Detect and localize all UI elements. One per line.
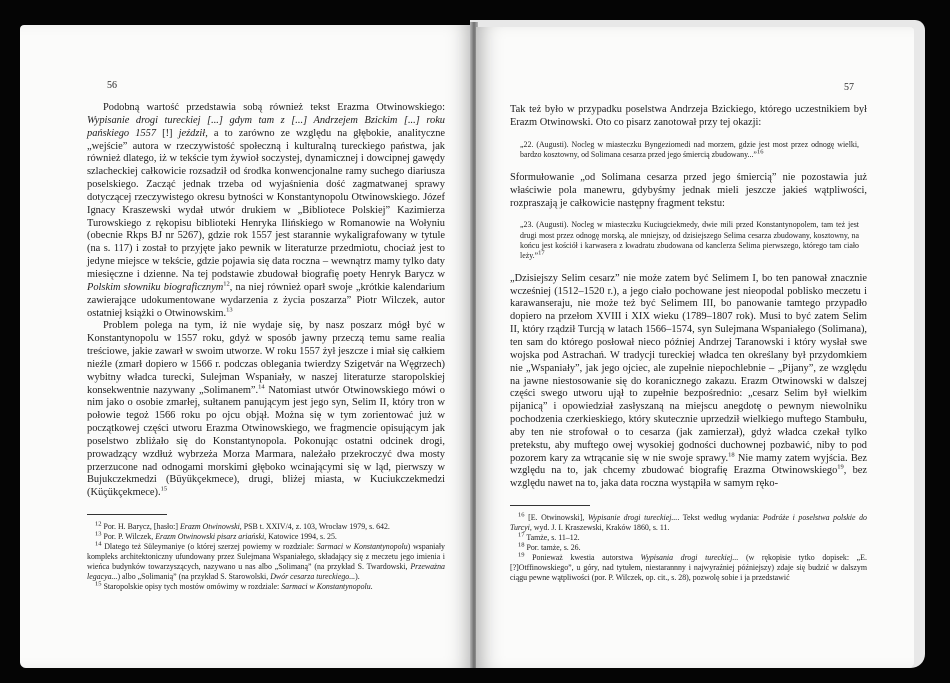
footnote-19 [510, 553, 867, 583]
text-run: [E. Otwinowski], [524, 513, 588, 523]
footnote-number: 16 [518, 511, 525, 519]
text-run: , bez względu nawet na to, jaka data roczna wystąpiła w samym ręko- [510, 465, 867, 490]
footnote-number: 13 [95, 530, 102, 538]
text-run: „23. (Augusti). Nocleg w miasteczku Kuciugciekmedy, dwie mili przed Konstantynopolem, tam też jest drugi most przez odnogę morską, ale mniejszy, od dzisiejszego Selima cesarza zbudowany, kosztowny, na końcu jest kościół i karwasera z kwadratu zbudowana od kanclerza Selima pierwszego, którego tam ciało leży.” [520, 220, 859, 260]
page-number-left: 56 [107, 80, 117, 91]
footnote-18 [510, 543, 867, 553]
footnote-ref[interactable]: 16 [756, 148, 764, 156]
left-page-body [87, 102, 445, 592]
text-run: Dlatego też Süleymaniye (o której szerzej powiemy w rozdziale: [101, 541, 317, 551]
text-run-italic: Erazm Otwinowski pisarz ariański [155, 532, 265, 542]
text-run: . [370, 581, 373, 591]
block-quote-2 [520, 220, 859, 260]
text-run: Nie mamy zatem wyjścia. Bez względu na to, jak chcemy zbudować biografię Erazma Otwinowskiego [510, 452, 867, 477]
text-run-italic: Polskim słowniku biograficznym [87, 281, 224, 293]
footnote-number: 18 [518, 541, 525, 549]
text-run: ) wspaniały kompleks architektoniczny ufundowany przez Sulejmana Wspaniałego, składający się z meczetu jego imienia i wieńca budynków towarzyszących, nazywano u nas albo „Solimaną” (na przykład S. Twardowski, [87, 541, 445, 571]
text-run: Por. tamże, s. 26. [524, 542, 581, 552]
footnote-ref[interactable]: 19 [837, 463, 844, 471]
footnote-divider [510, 505, 590, 506]
footnote-17 [510, 533, 867, 543]
text-run: Ponieważ kwestia autorstwa [524, 552, 641, 562]
text-run: (w rękopisie tytko dopisek: „E. [?]Otffinowskiego”, u góry, nad tytułem, niestarannny i najwyraźniej późniejszy) zdaje się budzić w dalszym ciągu pewne wątpliwości (por. P. Wilczek, op. cit., s. 28), pozwolę sobie i ja przedstawić [510, 552, 867, 582]
text-run-italic: Sarmaci w Konstantynopolu [281, 581, 371, 591]
left-paragraph-2 [87, 320, 445, 500]
footnote-12 [87, 522, 445, 532]
text-run-italic: Wypisanie drogi tureckiej... [587, 513, 678, 523]
right-page-body [510, 104, 867, 582]
right-middle-paragraph: Sformułowanie „od Solimana cesarza przed jego śmiercią” nie pozostawia już właściwie pola manewru, gdybyśmy jednak mieli jeszcze jakieś wątpliwości, rozpraszają je całkowicie następny fragment tekstu: [510, 171, 867, 209]
footnote-divider [87, 514, 167, 515]
right-main-paragraph [510, 273, 867, 491]
text-run: [!] [156, 127, 179, 139]
text-run: „22. (Augusti). Nocleg w miasteczku Byngeziomedi nad morzem, gdzie jest most przez odnogę wielki, bardzo kosztowny, od Solimana cesarza przed jego śmiercią zbudowany...” [520, 139, 859, 159]
footnote-ref[interactable]: 14 [258, 383, 265, 391]
text-run-italic: Sarmaci w Konstantynopolu [316, 541, 408, 551]
footnote-15 [87, 579, 445, 592]
left-paragraph-1 [87, 102, 445, 320]
footnote-16 [510, 513, 867, 533]
text-run: ) albo „Solimanią” (na przykład S. Starowolski, [117, 571, 271, 581]
footnote-number: 12 [95, 520, 102, 528]
text-run-italic: Podróże i poselstwa polskie do Turcyi [510, 513, 867, 533]
text-run-italic: Wypisanie drogi tureckiej [...] gdym tam z [...] Andrzejem Bzickim [...] roku pańskiego 1557 [87, 114, 445, 139]
block-quote-1 [520, 140, 859, 160]
text-run: Tamże, s. 11–12. [524, 532, 580, 542]
text-run: , wyd. J. I. Kraszewski, Kraków 1860, s. 11. [529, 523, 670, 533]
text-run-italic: Dwór cesarza tureckiego... [270, 571, 356, 581]
footnote-13 [87, 532, 445, 542]
text-run: , na niej również oparł swoje „krótkie kalendarium zawierające udokumentowane wydarzenia z życia poszarza” Piotr Wilczek, autor ostatniej książki o Otwinowskim. [87, 281, 445, 319]
text-run: , a to zarówno ze względu na głębokie, analityczne „wejście” autora w rzeczywistość społeczną i kulturalną tureckiego państwa, jak również dlatego, iż w tekście tym żywioł soczystej, dynamicznej i dowcipnej gawędy szlacheckiej całkowicie rozsadził od środka konwencjonalne ramy suchego diariusza poselskiego. Zacząć jednak trzeba od wyjaśnienia dość zagmatwanej sprawy dotyczącej rzeczywistego okresu bytności w Konstantynopolu Otwinowskiego. Józef Ignacy Kraszewski wydał utwór drukiem w „Bibliotece Polskiej” Kazimierza Turowskiego z rękopisu biblioteki Henryka Ilińskiego w Romanowie na Wołyniu (obecnie Rkps BJ nr 5267), gdzie rok 1557 jest starannie wykaligrafowany w tytule (na s. 117) i został to przyjęte jako pewnik w literaturze przedmiotu, chociaż jest to jedyne miejsce w tekście, gdzie pojawia się data roczna – wewnątrz mamy tylko daty miesięczne i dzienne. Na tej podstawie zbudował biografię poety Henryk Barycz w [87, 127, 446, 280]
right-page [476, 27, 914, 668]
text-run: „Dzisiejszy Selim cesarz” nie może zatem być Selimem I, bo ten panował znacznie wcześniej (1512–1520 r.), a jego ciało pochowane jest nieopodal poblisko meczetu i karawanseraju, nie może też być Selimem III, bo panowanie tamtego przypadło dopiero na przełom XVIII i XIX wieku (1789–1807 rok). Musi to być zatem Selim II, który rządził Turcją w latach 1566–1574, syn Sulejmana Wspaniałego (Solimana), ten sam do którego posłował nieco później Andrzej Taranowski i który wysłał swe wojska pod Astrachań. W tradycji tureckiej władca ten określany był przydomkiem nie „Wspaniały”, jak jego ojciec, ale zupełnie niepochlebnie – „Pijany”, ze względu na jawne niestosowanie się do koranicznego zakazu. Erazm Otwinowski w dalszej części swego utworu ujął to zupełnie bezpośrednio: „cesarz Selim był wielkim pijanicą” i opowiedział zasłyszaną na miejscu anegdotę o pewnym niewolniku pochodzenia czerkieskiego, który skutecznie uprzedził wielkiego muftego Stambułu, aby ten nie strofował o to cesarza (jak zamierzał), gdyż władca czekał tylko pretekstu, aby muftego owej wysokiej godności duchownej pozbawić, niby to pod pozorem kary za wtrącanie się w nie swoje sprawy. [510, 272, 867, 464]
footnote-number: 14 [95, 540, 102, 548]
footnote-ref[interactable]: 17 [538, 249, 545, 257]
text-run-italic: Przeważna legacya... [87, 561, 445, 581]
footnote-14 [87, 542, 445, 582]
text-run: Por. P. Wilczek, [101, 532, 156, 542]
footnote-number: 15 [95, 579, 102, 587]
page-number-right: 57 [844, 82, 854, 93]
right-intro: Tak też było w przypadku poselstwa Andrzeja Bzickiego, którego uczestnikiem był Erazm Otwinowski. Oto co pisarz zanotował przy tej okazji: [510, 104, 867, 128]
footnote-number: 17 [518, 531, 525, 539]
footnote-ref[interactable]: 18 [728, 451, 735, 459]
text-run-italic: Wypisania drogi tureckiej... [640, 552, 739, 562]
text-run: Problem polega na tym, iż nie wydaje się, by nasz poszarz mógł być w Konstantynopolu w 1557 roku, gdyż w sposób jawny przeczą temu same realia treściowe, jakie zawarł w swoim utworze. W roku 1557 żył jeszcze i miał się całkiem nieźle (zmarł dopiero w 1566 r. podczas oblegania twierdzy Szigetvár na Węgrzech) wybitny władca turecki, Sulejman Wspaniały, w naszej literaturze staropolskiej konsekwentnie nazywany „Solimanem”. [87, 320, 445, 396]
footnote-ref[interactable]: 13 [226, 306, 233, 314]
footnote-ref[interactable]: 12 [223, 280, 230, 288]
left-page [20, 25, 473, 668]
text-run: Por. H. Barycz, [hasło:] [101, 522, 180, 532]
text-run-italic: jeździł [178, 127, 206, 139]
text-run: . Tekst według wydania: [677, 513, 763, 523]
text-run-italic: Erazm Otwinowski [179, 522, 240, 532]
text-run: Staropolskie opisy tych mostów omówimy w rozdziale: [101, 581, 282, 591]
text-run: , Katowice 1994, s. 25. [264, 532, 337, 542]
text-run: Podobną wartość przedstawia sobą również tekst Erazma Otwinowskiego: [103, 102, 445, 113]
text-run: Natomiast utwór Otwinowskiego mówi o nim jako o osobie zmarłej, sułtanem panującym jest jego syn, Selim II, który tron w połowie tegoż 1566 roku po ojcu objął. Można się w tym zorientować już w początkowej części utworu Erazma Otwinowskiego, we fragmencie opisującym jak poselstwo zbliżało się do Konstantynopola. Pokonując ostatni odcinek drogi, prowadzący wzdłuż wybrzeża Morza Marmara, należało przekroczyć dwa mosty przerzucone nad odnogami morskimi głęboko wcinającymi się w ląd, pierwszy w Bujukczekmedzi (Büyükçekmece), drugi, bliżej miasta, w Kuciukczekmedzi (Küçükçekmece). [87, 384, 445, 499]
footnote-ref[interactable]: 15 [160, 485, 168, 493]
text-run: ). [355, 571, 360, 581]
footnote-number: 19 [518, 551, 525, 559]
text-run: , PSB t. XXIV/4, z. 103, Wrocław 1979, s. 642. [239, 522, 390, 532]
